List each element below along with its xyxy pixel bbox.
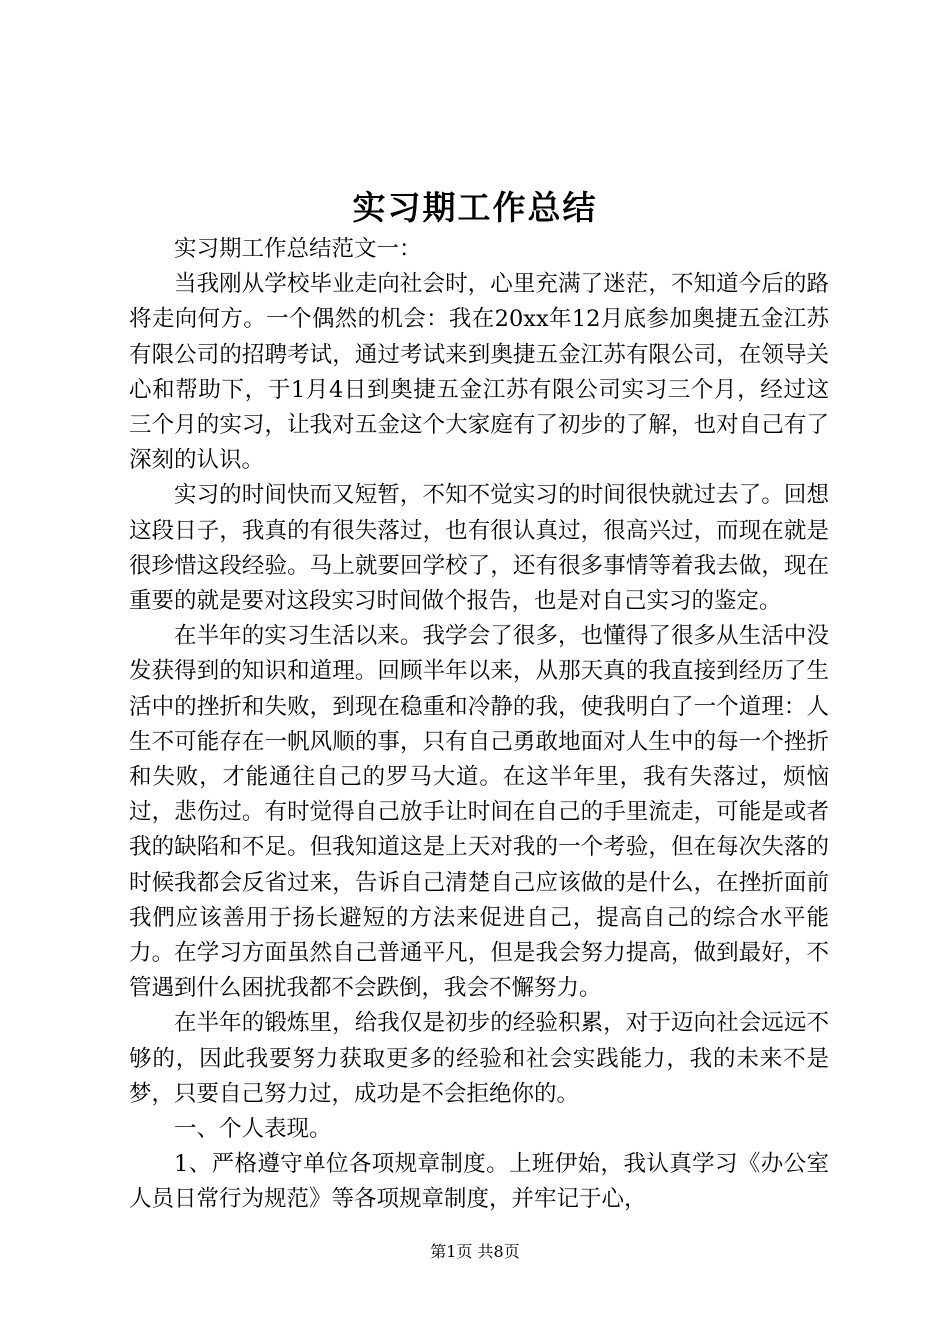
paragraph: 当我刚从学校毕业走向社会时，心里充满了迷茫，不知道今后的路将走向何方。一个偶然的机会：我在20xx年12月底参加奥捷五金江苏有限公司的招聘考试，通过考试来到奥捷五金江苏有限公司，在领导关心和帮助下，于1月4日到奥捷五金江苏有限公司实习三个月，经过这三个月的实习，让我对五金这个大家庭有了初步的了解，也对自己有了深刻的认识。 <box>129 271 829 474</box>
paragraph: 1、严格遵守单位各项规章制度。上班伊始，我认真学习《办公室人员日常行为规范》等各项规章制度，并牢记于心， <box>129 1151 829 1213</box>
paragraph-intro: 实习期工作总结范文一： <box>174 236 422 262</box>
section-heading: 一、个人表现。 <box>174 1116 332 1143</box>
paragraph: 在半年的实习生活以来。我学会了很多，也懂得了很多从生活中没发获得到的知识和道理。回顾半年以来，从那天真的我直接到经历了生活中的挫折和失败，到现在稳重和冷静的我，使我明白了一个道理：人生不可能存在一帆风顺的事，只有自己勇敢地面对人生中的每一个挫折和失败，才能通往自己的罗马大道。在这半年里，我有失落过，烦恼过，悲伤过。有时觉得自己放手让时间在自己的手里流走，可能是或者我的缺陷和不足。但我知道这是上天对我的一个考验，但在每次失落的时候我都会反省过来，告诉自己清楚自己应该做的是什么，在挫折面前我們应该善用于扬长避短的方法来促进自己，提高自己的综合水平能力。在学习方面虽然自己普通平凡，但是我会努力提高，做到最好，不管遇到什么困扰我都不会跌倒，我会不懈努力。 <box>129 623 829 1002</box>
paragraph: 实习的时间快而又短暂，不知不觉实习的时间很快就过去了。回想这段日子，我真的有很失落过，也有很认真过，很高兴过，而现在就是很珍惜这段经验。马上就要回学校了，还有很多事情等着我去做，现在重要的就是要对这段实习时间做个报告，也是对自己实习的鉴定。 <box>129 482 829 615</box>
document-title: 实习期工作总结 <box>352 188 598 227</box>
document-body <box>129 232 829 1218</box>
page-number-footer: 第1页 共8页 <box>430 1242 520 1261</box>
paragraph: 在半年的锻炼里，给我仅是初步的经验积累，对于迈向社会远远不够的，因此我要努力获取更多的经验和社会实践能力，我的未来不是梦，只要自己努力过，成功是不会拒绝你的。 <box>129 1010 829 1107</box>
